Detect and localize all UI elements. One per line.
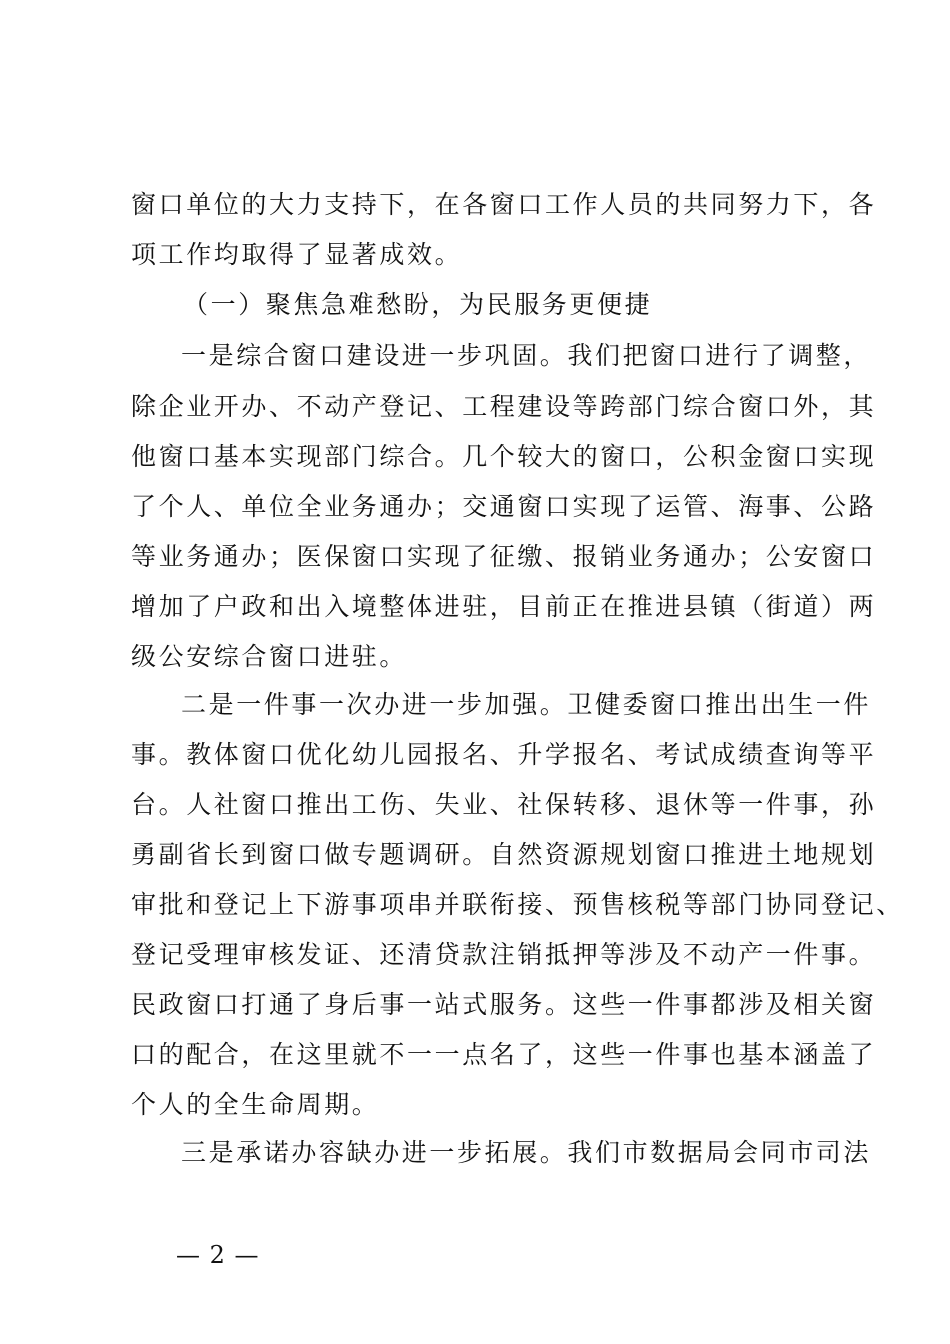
body-text-line: 除企业开办、不动产登记、工程建设等跨部门综合窗口外，其 xyxy=(131,392,877,421)
body-text-line: 勇副省长到窗口做专题调研。自然资源规划窗口推进土地规划 xyxy=(131,840,877,869)
body-text-line: 他窗口基本实现部门综合。几个较大的窗口，公积金窗口实现 xyxy=(131,442,877,471)
body-text-line: 等业务通办；医保窗口实现了征缴、报销业务通办；公安窗口 xyxy=(131,542,877,571)
body-text-line: 口的配合，在这里就不一一点名了，这些一件事也基本涵盖了 xyxy=(131,1040,877,1069)
body-text-line: 一是综合窗口建设进一步巩固。我们把窗口进行了调整， xyxy=(181,341,872,370)
body-text-line: 二是一件事一次办进一步加强。卫健委窗口推出出生一件 xyxy=(181,690,872,719)
body-text-line: 事。教体窗口优化幼儿园报名、升学报名、考试成绩查询等平 xyxy=(131,740,877,769)
body-text-line: 审批和登记上下游事项串并联衔接、预售核税等部门协同登记、 xyxy=(131,890,904,919)
page-number: — 2 — xyxy=(176,1241,260,1269)
body-text-line: 窗口单位的大力支持下，在各窗口工作人员的共同努力下，各 xyxy=(131,190,877,219)
body-text-line: 登记受理审核发证、还清贷款注销抵押等涉及不动产一件事。 xyxy=(131,940,877,969)
body-text-line: 民政窗口打通了身后事一站式服务。这些一件事都涉及相关窗 xyxy=(131,990,877,1019)
body-text-line: 个人的全生命周期。 xyxy=(131,1090,380,1119)
section-heading: （一）聚焦急难愁盼，为民服务更便捷 xyxy=(183,290,653,319)
body-text-line: 项工作均取得了显著成效。 xyxy=(131,240,463,269)
body-text-line: 增加了户政和出入境整体进驻，目前正在推进县镇（街道）两 xyxy=(131,592,877,621)
body-text-line: 了个人、单位全业务通办；交通窗口实现了运管、海事、公路 xyxy=(131,492,877,521)
body-text-line: 台。人社窗口推出工伤、失业、社保转移、退休等一件事，孙 xyxy=(131,790,877,819)
body-text-line: 三是承诺办容缺办进一步拓展。我们市数据局会同市司法 xyxy=(181,1138,872,1167)
body-text-line: 级公安综合窗口进驻。 xyxy=(131,642,408,671)
